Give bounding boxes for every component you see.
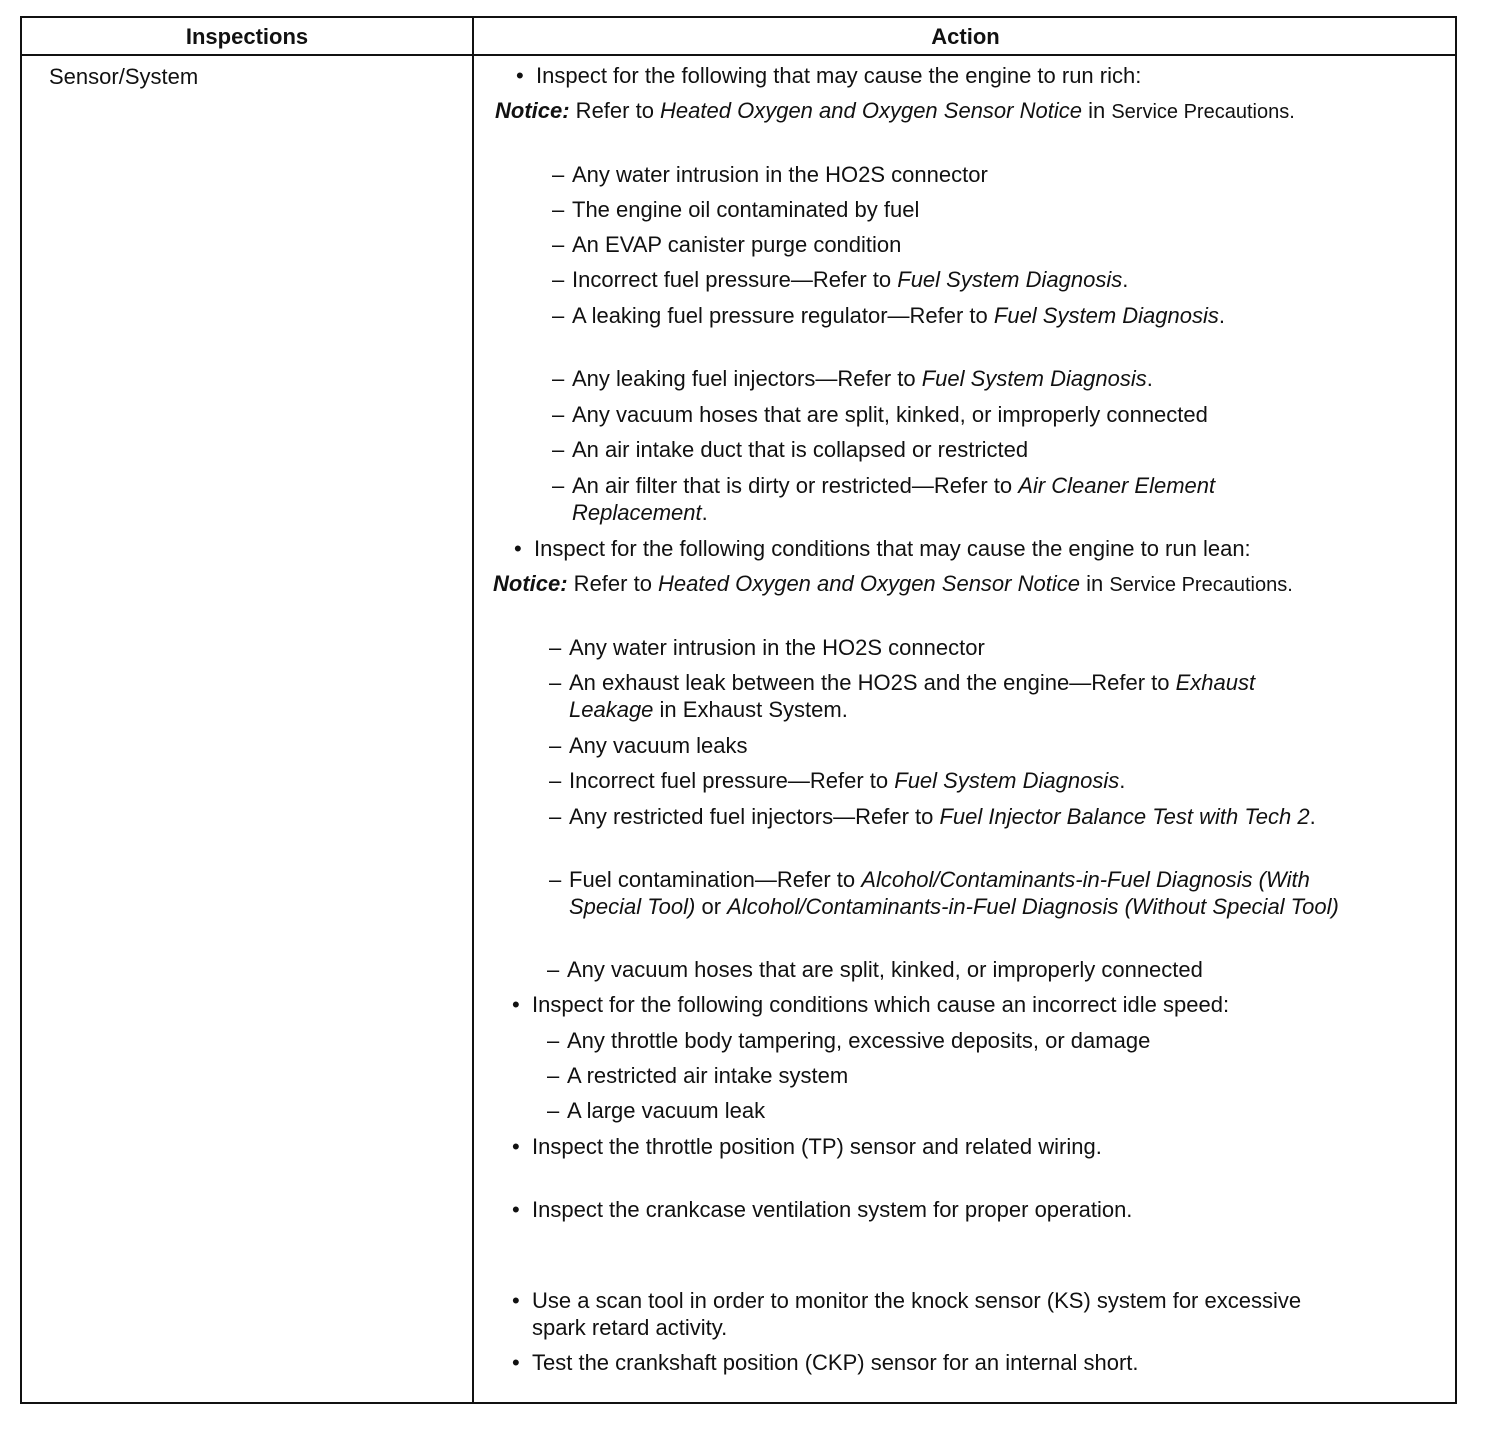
- action-line-18: – Any vacuum leaks: [549, 733, 748, 758]
- action-line-15: – Any water intrusion in the HO2S connector: [549, 635, 985, 660]
- inspections-header: Inspections: [185, 24, 309, 49]
- action-line-26: – A restricted air intake system: [547, 1063, 849, 1088]
- header-divider: [22, 54, 1455, 56]
- action-line-ks-cont: spark retard activity.: [532, 1315, 728, 1340]
- action-line-7: – A leaking fuel pressure regulator—Refer to Fuel System Diagnosis.: [552, 303, 1225, 328]
- action-line-crankcase: • Inspect the crankcase ventilation system for proper operation.: [512, 1197, 1133, 1222]
- column-divider: [472, 18, 474, 1402]
- action-line-ks: • Use a scan tool in order to monitor the knock sensor (KS) system for excessive: [512, 1288, 1302, 1313]
- action-line-lean: • Inspect for the following conditions that may cause the engine to run lean:: [514, 536, 1251, 561]
- action-line-16: – An exhaust leak between the HO2S and the engine—Refer to Exhaust: [549, 670, 1256, 695]
- action-line-21: – Fuel contamination—Refer to Alcohol/Contaminants-in-Fuel Diagnosis (With: [549, 867, 1310, 892]
- action-line-11: – An air filter that is dirty or restricted—Refer to Air Cleaner Element: [552, 473, 1216, 498]
- notice-line-lean: Notice: Refer to Heated Oxygen and Oxygen Sensor Notice in Service Precautions.: [493, 571, 1293, 596]
- action-line-23: – Any vacuum hoses that are split, kinked, or improperly connected: [547, 957, 1203, 982]
- action-line-21-cont: Special Tool) or Alcohol/Contaminants-in-Fuel Diagnosis (Without Special Tool): [569, 894, 1339, 919]
- action-line-25: – Any throttle body tampering, excessive deposits, or damage: [547, 1028, 1151, 1053]
- action-line-idle: • Inspect for the following conditions which cause an incorrect idle speed:: [512, 992, 1230, 1017]
- action-header: Action: [931, 24, 1000, 49]
- action-line-10: – An air intake duct that is collapsed or restricted: [552, 437, 1029, 462]
- action-line-11-cont: Replacement.: [572, 500, 708, 525]
- action-line-16-cont: Leakage in Exhaust System.: [569, 697, 848, 722]
- action-line-5: – An EVAP canister purge condition: [552, 232, 902, 257]
- action-line-9: – Any vacuum hoses that are split, kinked, or improperly connected: [552, 402, 1208, 427]
- action-line-4: – The engine oil contaminated by fuel: [552, 197, 920, 222]
- action-line-8: – Any leaking fuel injectors—Refer to Fuel System Diagnosis.: [552, 366, 1153, 391]
- row-label: Sensor/System: [49, 64, 199, 89]
- notice-line-rich: Notice: Refer to Heated Oxygen and Oxygen Sensor Notice in Service Precautions.: [495, 98, 1295, 123]
- action-line-27: – A large vacuum leak: [547, 1098, 766, 1123]
- action-line-tp: • Inspect the throttle position (TP) sensor and related wiring.: [512, 1134, 1102, 1159]
- action-line-3: – Any water intrusion in the HO2S connector: [552, 162, 988, 187]
- action-line-6: – Incorrect fuel pressure—Refer to Fuel System Diagnosis.: [552, 267, 1129, 292]
- action-line-20: – Any restricted fuel injectors—Refer to Fuel Injector Balance Test with Tech 2.: [549, 804, 1316, 829]
- action-line-ckp: • Test the crankshaft position (CKP) sensor for an internal short.: [512, 1350, 1139, 1375]
- action-line-1: • Inspect for the following that may cause the engine to run rich:: [516, 63, 1142, 88]
- action-line-19: – Incorrect fuel pressure—Refer to Fuel System Diagnosis.: [549, 768, 1126, 793]
- inspection-table: [20, 16, 1457, 1404]
